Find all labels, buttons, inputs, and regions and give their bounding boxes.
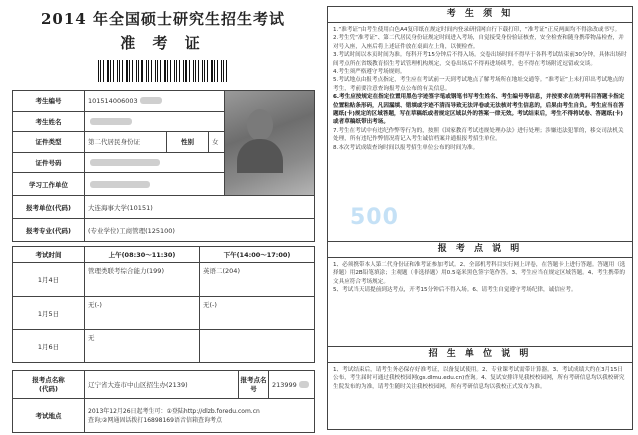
candidate-info-table — [12, 90, 315, 242]
schedule-pm-header: 下午(14:00～17:00) — [200, 247, 315, 263]
schedule-am-subject: 无(-) — [85, 297, 200, 330]
admission-card — [12, 6, 314, 432]
apply-unit-value: 大连海事大学(10151) — [85, 196, 315, 219]
notice-title: 考 生 须 知 — [328, 7, 632, 23]
schedule-day: 1月4日 — [13, 263, 85, 297]
site-point-value: 辽宁省大连市中山区招生办(2139) — [85, 371, 239, 399]
work-unit-label: 学习工作单位 — [13, 173, 85, 196]
site-no-value: 213999 — [269, 371, 315, 399]
id-type-value: 第二代居民身份证 — [85, 132, 167, 153]
site-no-label: 报考点名号 — [239, 371, 269, 399]
schedule-pm-subject: 无(-) — [200, 297, 315, 330]
notice-item: 7.考生在考试中有违纪作弊等行为的，按照《国家教育考试违规处理办法》进行处理；涉嫌违法犯罪的，移交司法机关处理，所有违纪作弊情况将记入考生诚信档案并通报报考招生单位。 — [333, 127, 624, 143]
schedule-row — [13, 330, 315, 363]
schedule-row — [13, 297, 315, 330]
gender-label: 性别 — [167, 132, 209, 153]
id-no-label: 证件号码 — [13, 152, 85, 173]
exam-title: 2014 年全国硕士研究生招生考试 — [41, 10, 285, 28]
notice-panel — [327, 6, 633, 430]
unit-note-item: 1、考试结束后，请考生务必保存好准考证，以备复试使用。2、专业课考试需带计算器。3、考试成绩大约在3月15日公布，考生届时可通过我校校园网(gs.dlmu.edu.cn)查询。4、复试安排详见我校校园网，所有考研信息均以我校研究生院发布的为准，请考生随时关注我校校园网，所有考研信息均以我校正式发布为准。 — [333, 367, 625, 390]
apply-major-label: 报考专业(代码) — [13, 219, 85, 242]
notice-item: 5.考试地点由报考点指定，考生应在考试前一天到考试地点了解考场所在地址交通等。“准考证”上未打印出考试地点的考生，考前要注意查询报考点公布的有关信息。 — [333, 77, 624, 92]
apply-major-value: (专业学位)工商管理(125100) — [85, 219, 315, 242]
card-title: 准 考 证 — [120, 34, 206, 52]
id-type-label: 证件类型 — [13, 132, 85, 153]
notice-item: 6.考生应按规定在指定位置用黑色字迹签字笔或钢笔书写考生姓名、考生编号等信息，并按要求在统考科目答题卡指定位置粘贴条形码，凡因漏填、错填或字迹不清而导致无法评卷或无法核对考生信息的，后果由考生自负。考生应当在答题纸(卡)规定的区域答题，写在草稿纸或者规定区域以外的答案一律无效。考试结束后，考生不得将试卷、答题纸(卡)或者草稿纸带出考场。 — [333, 94, 625, 126]
schedule-day: 1月5日 — [13, 297, 85, 330]
site-notes-title: 报 考 点 说 明 — [328, 242, 632, 258]
barcode — [98, 60, 230, 82]
name-label: 考生姓名 — [13, 111, 85, 132]
schedule-row — [13, 263, 315, 297]
id-no-value — [85, 152, 225, 173]
schedule-pm-subject: 英语二(204) — [200, 263, 315, 297]
site-note-item: 5、考试当天请提前到达考点，开考15分钟后不得入场。6、请考生自觉遵守考场纪律，诚信应考。 — [333, 287, 577, 294]
name-value — [85, 111, 225, 132]
watermark-logo: 500 — [350, 205, 399, 230]
unit-notes-title: 招 生 单 位 说 明 — [328, 347, 632, 363]
exam-no-value: 101514006003 — [85, 91, 225, 112]
exam-schedule-table — [12, 246, 315, 363]
gender-value: 女 — [209, 132, 225, 153]
schedule-am-subject: 无 — [85, 330, 200, 363]
site-place-label: 考试地点 — [13, 399, 85, 433]
schedule-pm-subject — [200, 330, 315, 363]
schedule-am-header: 上午(08:30～11:30) — [85, 247, 200, 263]
unit-notes-body — [328, 363, 632, 394]
schedule-time-header: 考试时间 — [13, 247, 85, 263]
schedule-am-subject: 管理类联考综合能力(199) — [85, 263, 200, 297]
notice-item: 4.考生须严格遵守考场规则。 — [333, 69, 406, 76]
exam-no-label: 考生编号 — [13, 91, 85, 112]
apply-unit-label: 报考单位(代码) — [13, 196, 85, 219]
site-point-label: 报考点名称 (代码) — [13, 371, 85, 399]
notice-item: 1.“准考证”由考生使用白色A4复印纸在规定时间内登录研招网自行下载打印，“准考证”正反两面均不得涂改或书写。 — [333, 27, 621, 33]
notice-item: 2.考生凭“准考证”、第二代居民身份证规定时间进入考场，自觉接受身份验证核查，安全检查和随身携带物品检查，并对号入座，入座后将上述证件放在桌面左上角，以便检查。 — [333, 35, 624, 50]
notice-item: 8.本次考试成绩查询时间以报考招生单位公布的时间为准。 — [333, 144, 479, 151]
site-place-value: 2013年12月26日起考生可：①登陆http://dlzb.foredu.com.cn 查询;②网通固话拨打16898169语音信箱查询考点 — [85, 399, 315, 433]
notice-body — [328, 23, 632, 241]
candidate-photo — [225, 91, 315, 196]
notice-item: 3.考试时间以本页时间为准。每科开考15分钟后不得入场。交卷出场时间不得早于各科考试结束前30分钟，具体出场时间考点所在省级教育招生考试管理机构规定，交卷出场后不得再进场续考，也不得在考场附近逗留或交谈。 — [333, 52, 627, 67]
schedule-day: 1月6日 — [13, 330, 85, 363]
exam-site-table — [12, 370, 315, 433]
site-notes-body — [328, 258, 632, 346]
work-unit-value — [85, 173, 225, 196]
site-note-item: 1、必须携带本人第二代身份证和准考证参加考试。2、全部机考科目实行网上评卷，在答题卡上进行答题。答题用（选择题）用2B铅笔填涂；主观题（非选择题）用0.5毫米黑色签字笔作答。3、考生应当在规定区域答题。4、考生携带的文具应符合考场规定。 — [333, 262, 626, 285]
